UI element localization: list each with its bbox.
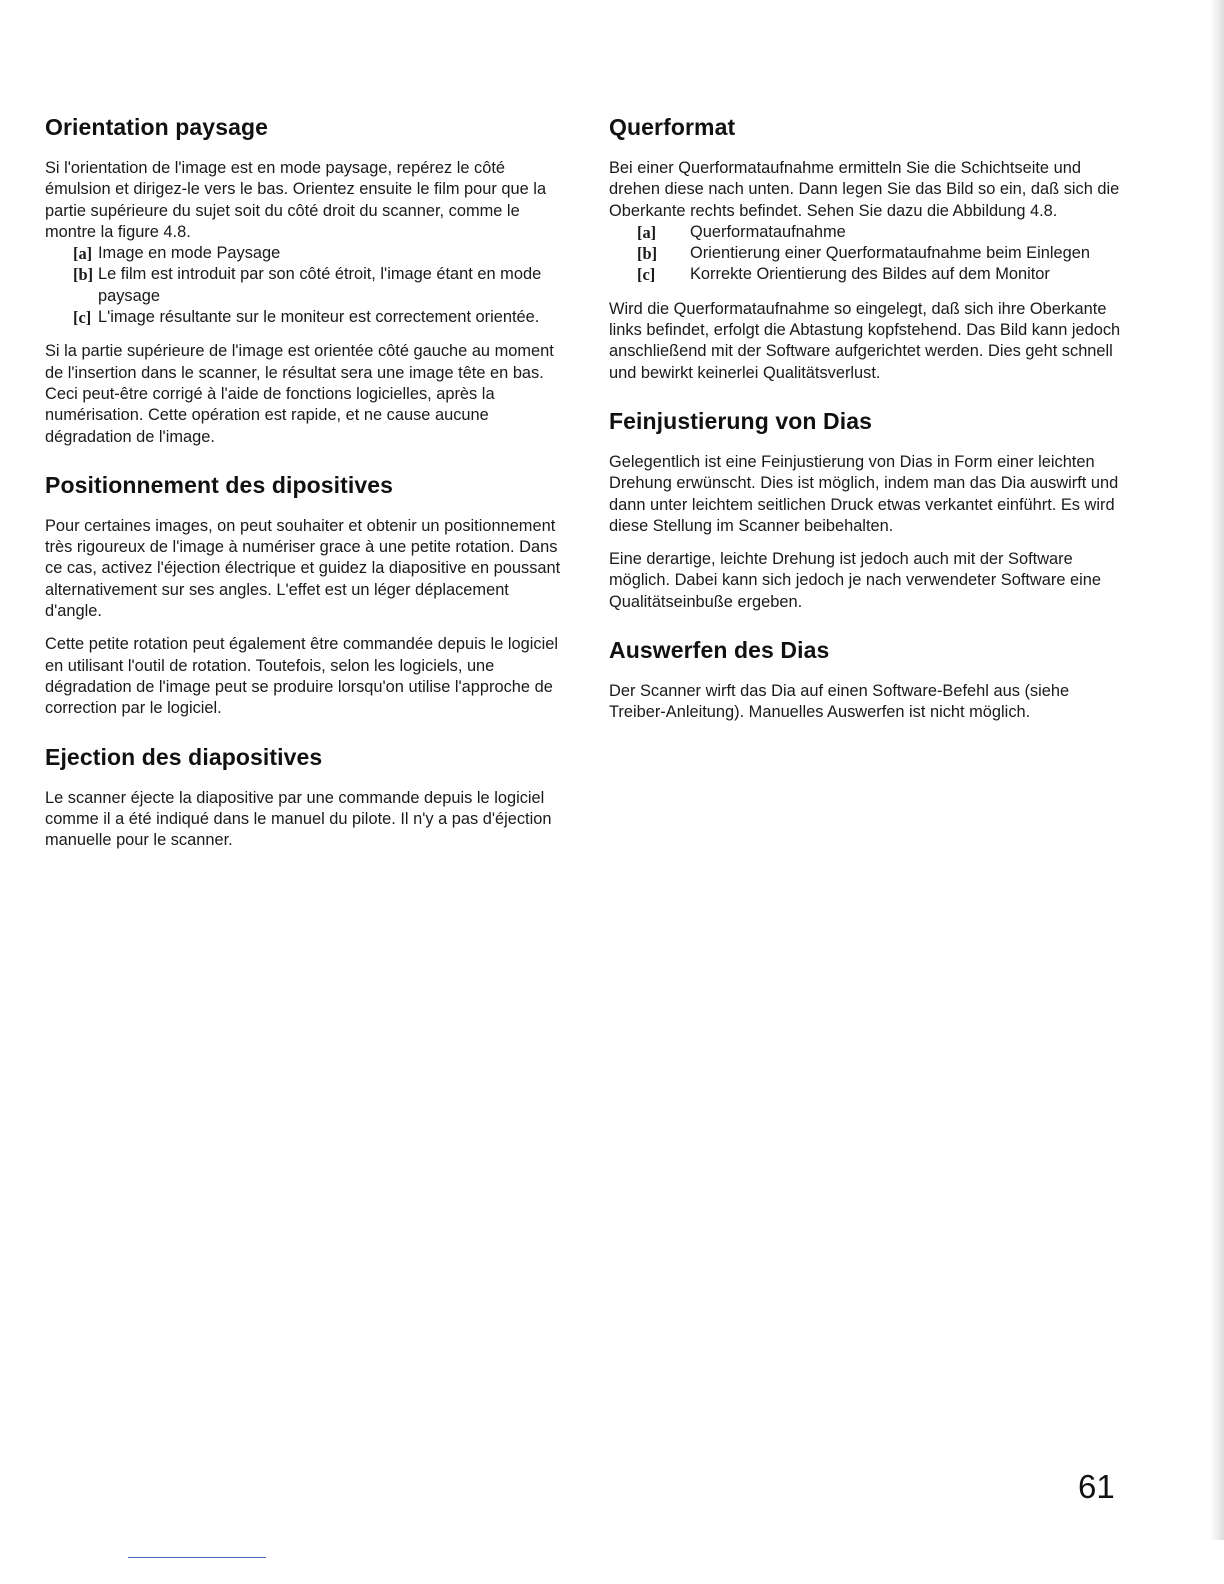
footer-rule: [128, 1557, 266, 1558]
paragraph: Gelegentlich ist eine Feinjustierung von Dias in Form einer leichten Drehung erwünscht. Dies ist möglich, indem man das Dia auswirft und dann unter leichtem seitlichen Druck etwas verkantet einführt. Es wird diese Stellung im Scanner beibehalten.: [609, 452, 1119, 535]
paragraph: Cette petite rotation peut également être commandée depuis le logiciel en utilisant l'outil de rotation. Toutefois, selon les logiciels, une dégradation de l'image peut se produire lorsqu'on utilise l'approche de correction par le logiciel.: [45, 635, 558, 718]
list-item: [45, 307, 565, 328]
list-item: [609, 264, 1124, 285]
item-marker: [c]: [637, 265, 656, 285]
figure-legend-list: [609, 222, 1124, 286]
section-feinjustierung: [609, 408, 1124, 613]
item-text: Querformataufnahme: [690, 222, 846, 241]
list-item: [609, 243, 1124, 264]
paragraph: Si la partie supérieure de l'image est orientée côté gauche au moment de l'insertion dans le scanner, le résultat sera une image tête en bas. Ceci peut-être corrigé à l'aide de fonctions logicielles, après la numérisation. Cette opération est rapide, et ne cause aucune dégradation de l'image.: [45, 342, 554, 446]
list-item: [45, 243, 565, 264]
paragraph: Pour certaines images, on peut souhaiter et obtenir un positionnement très rigoureux de l'image à numériser grace à une petite rotation. Dans ce cas, activez l'éjection électrique et guidez la diapositive en poussant alternativement sur ses angles. L'effet est un léger déplacement d'angle.: [45, 516, 561, 621]
page-number: 61: [1078, 1468, 1115, 1505]
section-orientation-paysage: [45, 114, 565, 448]
section-auswerfen: [609, 637, 1124, 724]
item-text: Orientierung einer Querformataufnahme beim Einlegen: [690, 244, 1090, 263]
item-text: L'image résultante sur le moniteur est correctement orientée.: [98, 308, 540, 327]
list-item: [45, 264, 565, 307]
heading-ejection: Ejection des diapositives: [45, 743, 323, 770]
paragraph: Der Scanner wirft das Dia auf einen Software-Befehl aus (siehe Treiber-Anleitung). Manuelles Auswerfen ist nicht möglich.: [609, 682, 1070, 722]
german-column: [609, 114, 1124, 748]
item-text: Korrekte Orientierung des Bildes auf dem Monitor: [690, 265, 1050, 284]
paragraph: Eine derartige, leichte Drehung ist jedoch auch mit der Software möglich. Dabei kann sich jedoch je nach verwendeter Software eine Qualitätseinbuße ergeben.: [609, 550, 1101, 611]
heading-positionnement: Positionnement des dipositives: [45, 471, 394, 498]
list-item: [609, 222, 1124, 243]
item-text: Image en mode Paysage: [98, 244, 281, 263]
item-marker: [a]: [637, 222, 657, 242]
item-text: Le film est introduit par son côté étroit, l'image étant en mode paysage: [98, 265, 542, 305]
paragraph: Wird die Querformataufnahme so eingelegt, daß sich ihre Oberkante links befindet, erfolgt die Abtastung kopfstehend. Das Bild kann jedoch anschließend mit der Software aufgerichtet werden. Dies geht schnell und bewirkt keinerlei Qualitätsverlust.: [609, 299, 1121, 382]
heading-querformat: Querformat: [609, 114, 736, 140]
item-marker: [b]: [637, 244, 658, 264]
paragraph: Si l'orientation de l'image est en mode paysage, repérez le côté émulsion et dirigez-le vers le bas. Orientez ensuite le film pour que la partie supérieure du sujet soit du côté droit du scanner, comme le montre la figure 4.8.: [45, 159, 547, 241]
section-querformat: [609, 114, 1124, 384]
heading-feinjustierung: Feinjustierung von Dias: [609, 407, 873, 434]
figure-legend-list: [45, 243, 565, 328]
section-positionnement: [45, 472, 565, 720]
item-marker: [b]: [73, 265, 94, 285]
page-edge-shadow: [1210, 0, 1224, 1540]
french-column: [45, 114, 565, 875]
paragraph: Bei einer Querformataufnahme ermitteln Sie die Schichtseite und drehen diese nach unten. Dann legen Sie das Bild so ein, daß sich die Oberkante rechts befindet. Sehen Sie dazu die Abbildung 4.8.: [609, 159, 1120, 220]
section-ejection: [45, 744, 565, 852]
heading-orientation-paysage: Orientation paysage: [45, 114, 269, 140]
item-marker: [a]: [73, 244, 93, 264]
paragraph: Le scanner éjecte la diapositive par une commande depuis le logiciel comme il a été indiqué dans le manuel du pilote. Il n'y a pas d'éjection manuelle pour le scanner.: [45, 788, 552, 850]
heading-auswerfen: Auswerfen des Dias: [609, 637, 830, 664]
item-marker: [c]: [73, 308, 92, 328]
